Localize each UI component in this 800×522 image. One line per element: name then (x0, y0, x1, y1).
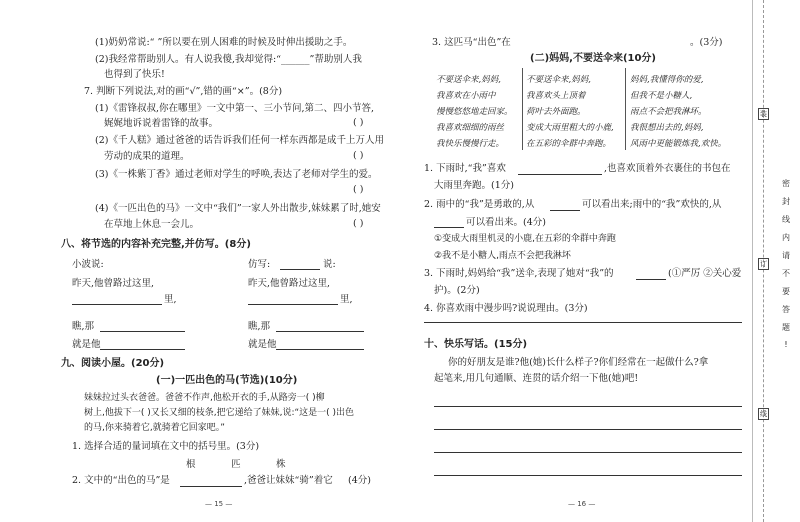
writing-line-3[interactable] (434, 452, 742, 453)
a1-blank[interactable] (518, 174, 602, 175)
margin-char-8: 答 (782, 305, 790, 314)
a3-text-b: (①严厉 ②关心爱 (668, 268, 742, 279)
a3-text-a: 3. 下雨时,妈妈给“我”送伞,表现了她对“我”的 (424, 268, 614, 279)
margin-char-1: 密 (782, 179, 790, 188)
judge-1b: 娓娓地诉说着雷锋的故事。 (104, 118, 219, 129)
option-2: ②我不是小糖人,雨点不会把我淋坏 (434, 251, 571, 261)
fill-left-2[interactable] (100, 331, 185, 332)
binding-margin (752, 0, 800, 522)
imitate-label: 仿写: (248, 259, 271, 270)
poem-3-line-2: 但我不是小糖人, (630, 91, 693, 101)
poem-2-line-1: 不要送伞来,妈妈, (526, 75, 591, 85)
qiao-right: 瞧,那 (248, 321, 271, 332)
poem-1-line-1: 不要送伞来,妈妈, (436, 75, 501, 85)
judge-3-paren[interactable]: ( ) (353, 184, 364, 195)
fill-left-1[interactable] (72, 304, 162, 305)
option-1: ①变成大雨里机灵的小鹿,在五彩的伞群中奔跑 (434, 234, 616, 244)
rq2-text: 2. 文中的“出色的马”是 (72, 475, 170, 486)
rq2-text-b: ,爸爸让妹妹“骑”着它 (244, 475, 333, 486)
section-8-heading: 八、将节选的内容补充完整,并仿写。(8分) (61, 239, 251, 250)
poem-3-line-3: 雨点不会把我淋坏。 (630, 107, 707, 117)
margin-char-5: 请 (782, 251, 790, 260)
poem-2-line-2: 我喜欢头上顶着 (526, 91, 586, 101)
qiao-left: 瞧,那 (72, 321, 95, 332)
word-gen: 根 (186, 459, 196, 470)
zuotian-left: 昨天,他曾路过这里, (72, 278, 155, 289)
margin-char-7: 要 (782, 287, 790, 296)
writing-prompt-2: 起笔来,用几句通顺、连贯的话介绍一下他(她)吧! (434, 373, 639, 384)
q2-text-a: (2)我经常帮助别人。有人说我傻,我却觉得:“______”帮助别人我 (95, 54, 362, 65)
poem-3-line-5: 风雨中更能锻炼我,欢快。 (630, 139, 727, 149)
margin-char-10: ! (784, 340, 788, 349)
a1-text-b: ,也喜欢顶着外衣裹住的书包在 (604, 163, 731, 174)
poem-3-line-4: 我很想出去的,妈妈, (630, 123, 704, 133)
writing-line-1[interactable] (434, 406, 742, 407)
judge-4a: (4)《一匹出色的马》一文中“我们”一家人外出散步,妹妹累了时,她安 (95, 203, 381, 214)
reading-1-line-a: 妹妹拉过头衣爸爸。爸爸不作声,他松开衣的手,从路旁一( )柳 (84, 393, 325, 403)
judge-2a: (2)《千人糕》通过爸爸的话告诉我们任何一样东西都是成千上万人用 (95, 135, 384, 146)
section-10-heading: 十、快乐写话。(15分) (424, 339, 528, 350)
binding-box-3: 线 (760, 410, 767, 418)
a3-blank[interactable] (636, 279, 666, 280)
judge-3: (3)《一株紫丁香》通过老师对学生的呼唤,表达了老师对学生的爱。 (95, 169, 378, 180)
margin-char-2: 封 (782, 197, 790, 206)
a2-text-c: 可以看出来。(4分) (466, 217, 546, 228)
section-9-heading: 九、阅读小屋。(20分) (61, 358, 165, 369)
a2-blank-2[interactable] (434, 227, 464, 228)
a1-text-c: 大雨里奔跑。(1分) (434, 180, 514, 191)
rq2-points: (4分) (348, 475, 371, 486)
binding-box-2: 订 (760, 260, 767, 268)
poem-1-line-2: 我喜欢在小雨中 (436, 91, 496, 101)
page-number-left: — 15 — (205, 500, 233, 508)
rq2-blank[interactable] (180, 486, 242, 487)
margin-char-4: 内 (782, 233, 790, 242)
q3-points: 。(3分) (690, 37, 723, 48)
a4-text: 4. 你喜欢雨中漫步吗?说说理由。(3分) (424, 303, 588, 314)
judge-2-paren[interactable]: ( ) (353, 150, 364, 161)
reading-2-title: (二)妈妈,不要送伞来(10分) (530, 53, 656, 64)
word-zhu: 株 (276, 459, 286, 470)
margin-char-9: 题 (782, 323, 790, 332)
judge-1a: (1)《雷锋叔叔,你在哪里》一文中第一、三小节问,第二、四小节答, (95, 103, 375, 114)
fill-right-3[interactable] (276, 349, 364, 350)
poem-1-line-5: 我快乐慢慢行走。 (436, 139, 505, 149)
poem-divider-1 (522, 68, 523, 150)
fill-right-1[interactable] (248, 304, 338, 305)
imitate-name-blank[interactable] (280, 269, 320, 270)
judge-1-paren[interactable]: ( ) (353, 117, 364, 128)
zuotian-right: 昨天,他曾路过这里, (248, 278, 331, 289)
margin-char-6: 不 (782, 269, 790, 278)
poem-2-line-3: 荷叶去外面跑。 (526, 107, 586, 117)
judge-4b: 在草地上休息一会儿。 (104, 219, 200, 230)
a1-text-a: 1. 下雨时,“我”喜欢 (424, 163, 506, 174)
right-page (400, 0, 752, 522)
q2-text-b: 也得到了快乐! (104, 69, 165, 80)
poem-2-line-5: 在五彩的伞群中奔跑。 (526, 139, 612, 149)
rq1-text: 1. 选择合适的量词填在文中的括号里。(3分) (72, 441, 260, 452)
margin-char-3: 线 (782, 215, 790, 224)
reading-1-line-c: 的马,你来骑着它,就骑着它回家吧。” (84, 423, 225, 433)
a2-text-a: 2. 雨中的“我”是勇敢的,从 (424, 199, 535, 210)
judge-4-paren[interactable]: ( ) (353, 218, 364, 229)
word-pi: 匹 (231, 459, 241, 470)
li-left: 里, (164, 294, 177, 305)
imitate-said: 说: (323, 259, 336, 270)
poem-1-line-4: 我喜欢细细的雨丝 (436, 123, 505, 133)
q3-text: 3. 这匹马“出色”在 (432, 37, 511, 48)
writing-prompt-1: 你的好朋友是谁?他(她)长什么样子?你们经常在一起做什么?拿 (448, 357, 709, 368)
page-number-right: — 16 — (568, 500, 596, 508)
a3-text-c: 护)。(2分) (434, 285, 480, 296)
poem-divider-2 (625, 68, 626, 150)
binding-box-1: 装 (760, 110, 767, 118)
q1-text: (1)奶奶常说:“ ”所以要在别人困难的时候及时伸出援助之手。 (95, 37, 353, 48)
a4-answer-line[interactable] (424, 322, 742, 323)
a2-blank-1[interactable] (550, 210, 580, 211)
fill-right-2[interactable] (276, 331, 364, 332)
jiu-right: 就是他 (248, 339, 277, 350)
xiaobo-said: 小波说: (72, 259, 104, 270)
poem-3-line-1: 妈妈,我懂得你的爱, (630, 75, 704, 85)
li-right: 里, (340, 294, 353, 305)
jiu-left: 就是他 (72, 339, 101, 350)
q7-heading: 7. 判断下列说法,对的画“√”,错的画“×”。(8分) (84, 86, 283, 97)
reading-1-title: (一)一匹出色的马(节选)(10分) (156, 375, 298, 386)
reading-1-line-b: 树上,他拔下一( )又长又细的枝条,把它递给了妹妹,说:“这是一( )出色 (84, 408, 355, 418)
poem-2-line-4: 变成大雨里粗大的小鹿, (526, 123, 614, 133)
poem-1-line-3: 慢慢悠悠地走回家。 (436, 107, 513, 117)
writing-line-2[interactable] (434, 429, 742, 430)
judge-2b: 劳动的成果的道理。 (104, 151, 190, 162)
writing-line-4[interactable] (434, 475, 742, 476)
a2-text-b: 可以看出来;雨中的“我”欢快的,从 (582, 199, 722, 210)
fill-left-3[interactable] (100, 349, 185, 350)
